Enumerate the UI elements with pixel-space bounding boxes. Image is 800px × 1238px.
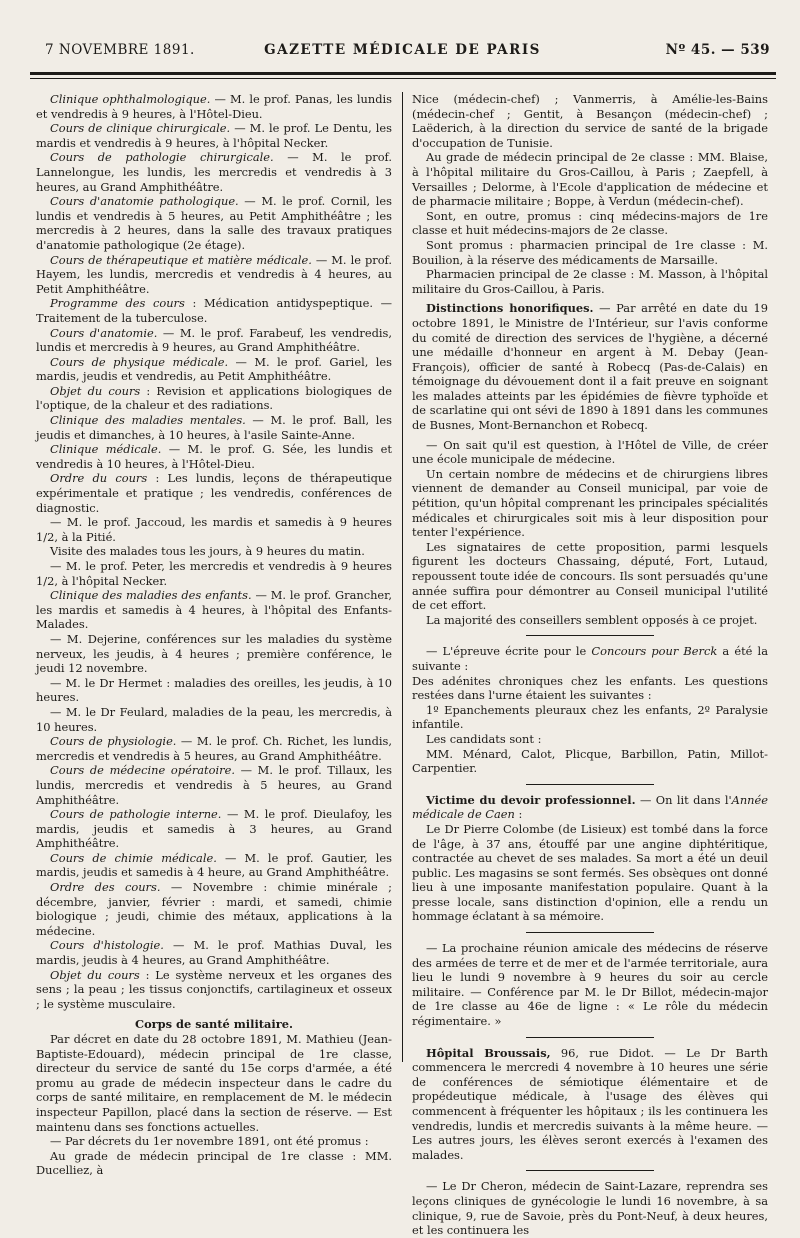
course-title: Objet du cours: [50, 383, 141, 398]
course-entry: [36, 150, 392, 194]
course-title: Cours d'histologie.: [50, 938, 164, 953]
course-entry: [36, 851, 392, 880]
course-details: — M. le prof. Gautier, les mardis, jeudis et samedis à 4 heure, au Grand Amphithéâtre.: [36, 850, 392, 880]
course-entry: [36, 763, 392, 807]
course-title: Clinique ophthalmologique.: [50, 92, 211, 106]
course-entry: [36, 968, 392, 1012]
distinctions-paragraph: [412, 301, 768, 432]
course-details: — M. Dejerine, conférences sur les maladies du système nerveux, les jeudis, à 4 heures ; première conférence, le jeudi 12 novembre.: [36, 631, 392, 676]
page-header: [30, 42, 775, 68]
berck-paragraph: Les candidats sont :: [426, 731, 542, 746]
course-details: — M. le prof. Ch. Richet, les lundis, mercredis et vendredis à 5 heures, au Grand Amphithéâtre.: [36, 734, 392, 763]
municipal-school-paragraph: Un certain nombre de médecins et de chirurgiens libres viennent de demander au Conseil municipal, par voie de pétition, qu'un hôpital comprenant les principales spécialités médicales et chirurgicales soit mis à leur disposition pour tenter l'expérience.: [412, 466, 768, 540]
victime-paragraph: Le Dr Pierre Colombe (de Lisieux) est tombé dans la force de l'âge, à 37 ans, étouffé par une angine diphtéritique, contractée au chevet de ses malades. Sa mort a été un deuil public. Les magasins se sont fermés. Ses obsèques ont donné lieu à une imposante manifestation populaire. Quant à la presse locale, sans distinction d'opinion, elle a rendu un hommage éclatant à sa mémoire.: [412, 821, 768, 924]
course-entry: [36, 705, 392, 734]
left-column: [36, 92, 392, 1178]
military-promotions-paragraph: Au grade de médecin principal de 2e classe : MM. Blaise, à l'hôpital militaire du Gros-Caillou, à Paris ; Zaepfell, à Versailles ; Delorme, à l'Ecole d'application de médecine et de pharmacie militaire ; Boppe, à Verdun (médecin-chef).: [412, 150, 768, 209]
course-title: Cours de chimie médicale.: [50, 850, 217, 865]
course-entry: [36, 253, 392, 297]
course-entry: [36, 92, 392, 121]
course-title: Cours de physiologie.: [50, 734, 177, 749]
course-details: — M. le prof. Tillaux, les lundis, mercredis et vendredis à 5 heures, au Grand Amphithéâtre.: [36, 763, 392, 807]
berck-paragraph: [412, 644, 768, 673]
course-entry: [36, 807, 392, 851]
berck-paragraph: 1º Epanchements pleuraux chez les enfants, 2º Paralysie infantile.: [412, 702, 768, 732]
section-divider: [526, 932, 654, 933]
course-title: Cours de pathologie interne.: [50, 807, 222, 822]
course-entry: [36, 326, 392, 355]
course-title: Clinique des maladies des enfants.: [50, 588, 252, 603]
course-title: Cours de physique médicale.: [50, 354, 229, 369]
municipal-school-paragraph: Les signataires de cette proposition, parmi lesquels figurent les docteurs Chassaing, député, Fort, Lutaud, repoussent toute idée de concours. Ils sont persuadés qu'une année suffira pour démontrer au Conseil municipal l'utilité de cet effort.: [412, 539, 768, 613]
course-details: — M. le prof. Mathias Duval, les mardis, jeudis à 4 heures, au Grand Amphithéâtre.: [36, 938, 392, 968]
course-entry: [36, 676, 392, 705]
course-entry: [36, 121, 392, 150]
berck-paragraph: Des adénites chroniques chez les enfants. Les questions restées dans l'urne étaient les suivantes :: [412, 673, 768, 703]
victime-text: :: [514, 807, 523, 822]
course-details: — M. le Dr Feulard, maladies de la peau, les mercredis, à 10 heures.: [36, 704, 392, 734]
course-entry: [36, 194, 392, 252]
reunion-paragraph: — La prochaine réunion amicale des médecins de réserve des armées de terre et de mer et de l'armée territoriale, aura lieu le lundi 9 novembre à 9 heures du soir au cercle militaire. — Conférence par M. le Dr Billot, médecin-major de 1re classe au 46e de ligne : « Le rôle du médecin régimentaire. »: [412, 941, 768, 1029]
military-promotions-paragraph: Pharmacien principal de 2e classe : M. Masson, à l'hôpital militaire du Gros-Caillou, à Paris.: [412, 267, 768, 296]
course-entry: [36, 471, 392, 515]
berck-text: a été la suivante :: [412, 644, 768, 673]
course-entry: [36, 880, 392, 938]
journal-title: GAZETTE MÉDICALE DE PARIS: [264, 42, 541, 58]
distinctions-text: — Par arrêté en date du 19 octobre 1891, le Ministre de l'Intérieur, sur l'avis conforme du comité de direction des services de l'hygiène, a décerné une médaille d'honneur en argent à M. Debay (Jean-François), officier de santé à Robecq (Pas-de-Calais) en témoignage du dévouement dont il a fait preuve en soignant les malades atteints par les épidémies de fièvre typhoïde et de scarlatine qui ont sévi de 1890 à 1891 dans les communes de Busnes, Mont-Bernanchon et Robecq.: [412, 301, 768, 433]
course-details: : Le système nerveux et les organes des sens ; la peau ; les tissus conjonctifs, cartilagineux et osseux ; le système musculaire.: [36, 967, 392, 1011]
course-entry: [36, 559, 392, 588]
section-divider: [526, 635, 654, 636]
section-divider: [526, 1170, 654, 1171]
issue-date: 7 NOVEMBRE 1891.: [45, 42, 195, 58]
course-details: : Médication antidyspeptique. — Traitement de la tuberculose.: [36, 296, 392, 325]
course-details: — M. le prof. Cornil, les lundis et vendredis à 5 heures, au Petit Amphithéâtre ; les mercredis à 2 heures, dans la salle des travaux pratiques d'anatomie pathologique (2e étage).: [36, 194, 392, 252]
course-details: — M. le prof. Hayem, les lundis, mercredis et vendredis à 4 heures, au Petit Amphithéâtre.: [36, 252, 392, 296]
course-details: — M. le prof. G. Sée, les lundis et vendredis à 10 heures, à l'Hôtel-Dieu.: [36, 442, 392, 471]
cheron-paragraph: — Le Dr Cheron, médecin de Saint-Lazare, reprendra ses leçons cliniques de gynécologie le lundi 16 novembre, à sa clinique, 9, rue de Savoie, près du Pont-Neuf, à deux heures, et les continuera les: [412, 1179, 768, 1238]
course-entry: [36, 632, 392, 676]
course-title: Cours de clinique chirurgicale.: [50, 121, 231, 136]
broussais-paragraph: [412, 1046, 768, 1163]
berck-text: — L'épreuve écrite pour le: [426, 644, 592, 659]
column-separator: [402, 92, 403, 1062]
military-promotions-paragraph: Nice (médecin-chef) ; Vanmerris, à Amélie-les-Bains (médecin-chef ; Gentit, à Besançon (médecin-chef) ; Laëderich, à la direction du service de santé de la brigade d'occupation de Tunisie.: [412, 92, 768, 150]
course-entry: [36, 413, 392, 442]
course-entry: [36, 515, 392, 544]
course-details: — M. le prof. Grancher, les mardis et samedis à 4 heures, à l'hôpital des Enfants-Malades.: [36, 588, 392, 632]
section-divider: [526, 784, 654, 785]
course-title: Clinique médicale.: [50, 442, 162, 457]
course-details: — M. le prof. Jaccoud, les mardis et samedis à 9 heures 1/2, à la Pitié.: [36, 515, 392, 544]
course-details: — M. le prof. Le Dentu, les mardis et vendredis à 9 heures, à l'hôpital Necker.: [36, 121, 392, 150]
course-entry: [36, 544, 392, 559]
header-rule-thin: [30, 78, 776, 79]
course-title: Cours de thérapeutique et matière médicale.: [50, 252, 312, 267]
distinctions-heading: Distinctions honorifiques.: [426, 301, 594, 316]
course-entry: [36, 442, 392, 471]
military-promotions-paragraph: Sont promus : pharmacien principal de 1re classe : M. Bouilion, à la réserve des médicaments de Marsaille.: [412, 237, 768, 267]
section-divider: [526, 1037, 654, 1038]
corps-paragraph: Au grade de médecin principal de 1re classe : MM. Ducelliez, à: [36, 1148, 392, 1178]
course-details: — M. le prof. Dieulafoy, les mardis, jeudis et samedis à 3 heures, au Grand Amphithéâtre.: [36, 807, 392, 851]
victime-paragraph: [412, 793, 768, 822]
course-entry: [36, 588, 392, 632]
course-details: : Les lundis, leçons de thérapeutique expérimentale et pratique ; les vendredis, conférences de diagnostic.: [36, 471, 392, 515]
victime-text: — On lit dans l': [635, 792, 732, 807]
course-entry: [36, 355, 392, 384]
berck-contest-name: Concours pour Berck: [591, 644, 718, 659]
course-title: Objet du cours: [50, 967, 140, 982]
course-details: : Revision et applications biologiques de l'optique, de la chaleur et des radiations.: [36, 383, 392, 413]
course-details: — M. le prof. Ball, les jeudis et dimanches, à 10 heures, à l'asile Sainte-Anne.: [36, 413, 393, 442]
course-title: Cours d'anatomie pathologique.: [50, 194, 239, 209]
course-title: Cours de pathologie chirurgicale.: [50, 150, 274, 165]
course-title: Clinique des maladies mentales.: [50, 413, 246, 428]
corps-section-title: Corps de santé militaire.: [135, 1017, 293, 1032]
course-details: — M. le Dr Hermet : maladies des oreilles, les jeudis, à 10 heures.: [36, 675, 392, 705]
course-entry: [36, 734, 392, 763]
course-details: — M. le prof. Farabeuf, les vendredis, lundis et mercredis à 9 heures, au Grand Amphithéâtre.: [36, 325, 392, 355]
victime-heading: Victime du devoir professionnel.: [426, 792, 636, 807]
course-title: Cours d'anatomie.: [50, 325, 158, 340]
municipal-school-paragraph: — On sait qu'il est question, à l'Hôtel de Ville, de créer une école municipale de médecine.: [412, 437, 768, 467]
course-details: — Novembre : chimie minérale ; décembre, janvier, février : mardi, et samedi, chimie biologique ; jeudi, chimie des métaux, applications à la médecine.: [36, 880, 392, 938]
course-title: Cours de médecine opératoire.: [50, 763, 235, 778]
page-number: Nº 45. — 539: [665, 42, 770, 58]
broussais-text: 96, rue Didot. — Le Dr Barth commencera le mercredi 4 novembre à 10 heures une série de conférences de sémiotique élémentaire et de propédeutique médicale, à l'usage des élèves qui commencent à fréquenter les hôpitaux ; ils les continuera les vendredis, lundis et mercredis suivants à la même heure. — Les autres jours, les élèves seront exercés à l'examen des malades.: [412, 1045, 768, 1162]
course-title: Ordre des cours.: [50, 880, 161, 895]
course-details: — M. le prof. Peter, les mercredis et vendredis à 9 heures 1/2, à l'hôpital Necker.: [36, 559, 392, 588]
municipal-school-paragraph: La majorité des conseillers semblent opposés à ce projet.: [426, 612, 758, 627]
broussais-heading: Hôpital Broussais,: [426, 1045, 551, 1060]
corps-paragraph: — Par décrets du 1er novembre 1891, ont été promus :: [50, 1134, 369, 1149]
course-details: — M. le prof. Lannelongue, les lundis, les mercredis et vendredis à 3 heures, au Grand Amphithéâtre.: [36, 150, 392, 194]
course-details: Visite des malades tous les jours, à 9 heures du matin.: [50, 544, 365, 559]
corps-paragraph: Par décret en date du 28 octobre 1891, M. Mathieu (Jean-Baptiste-Edouard), médecin principal de 1re classe, directeur du service de santé du 15e corps d'armée, a été promu au grade de médecin inspecteur dans le cadre du corps de santé militaire, en remplacement de M. le médecin inspecteur Papillon, placé dans la section de réserve. — Est maintenu dans ses fonctions actuelles.: [36, 1032, 392, 1134]
military-promotions-paragraph: Sont, en outre, promus : cinq médecins-majors de 1re classe et huit médecins-majors de 2e classe.: [412, 208, 768, 238]
course-title: Programme des cours: [50, 296, 185, 311]
course-entry: [36, 938, 392, 967]
course-entry: [36, 296, 392, 325]
course-listing: [36, 92, 392, 1011]
victime-source: Année médicale de Caen: [412, 792, 768, 822]
course-entry: [36, 384, 392, 413]
course-title: Ordre du cours: [50, 471, 148, 486]
right-column: [412, 92, 768, 1238]
berck-candidates: MM. Ménard, Calot, Plicque, Barbillon, Patin, Millot-Carpentier.: [412, 746, 768, 776]
course-details: — M. le prof. Panas, les lundis et vendredis à 9 heures, à l'Hôtel-Dieu.: [36, 92, 393, 121]
header-rule-thick: [30, 72, 776, 75]
course-details: — M. le prof. Gariel, les mardis, jeudis et vendredis, au Petit Amphithéâtre.: [36, 354, 392, 384]
